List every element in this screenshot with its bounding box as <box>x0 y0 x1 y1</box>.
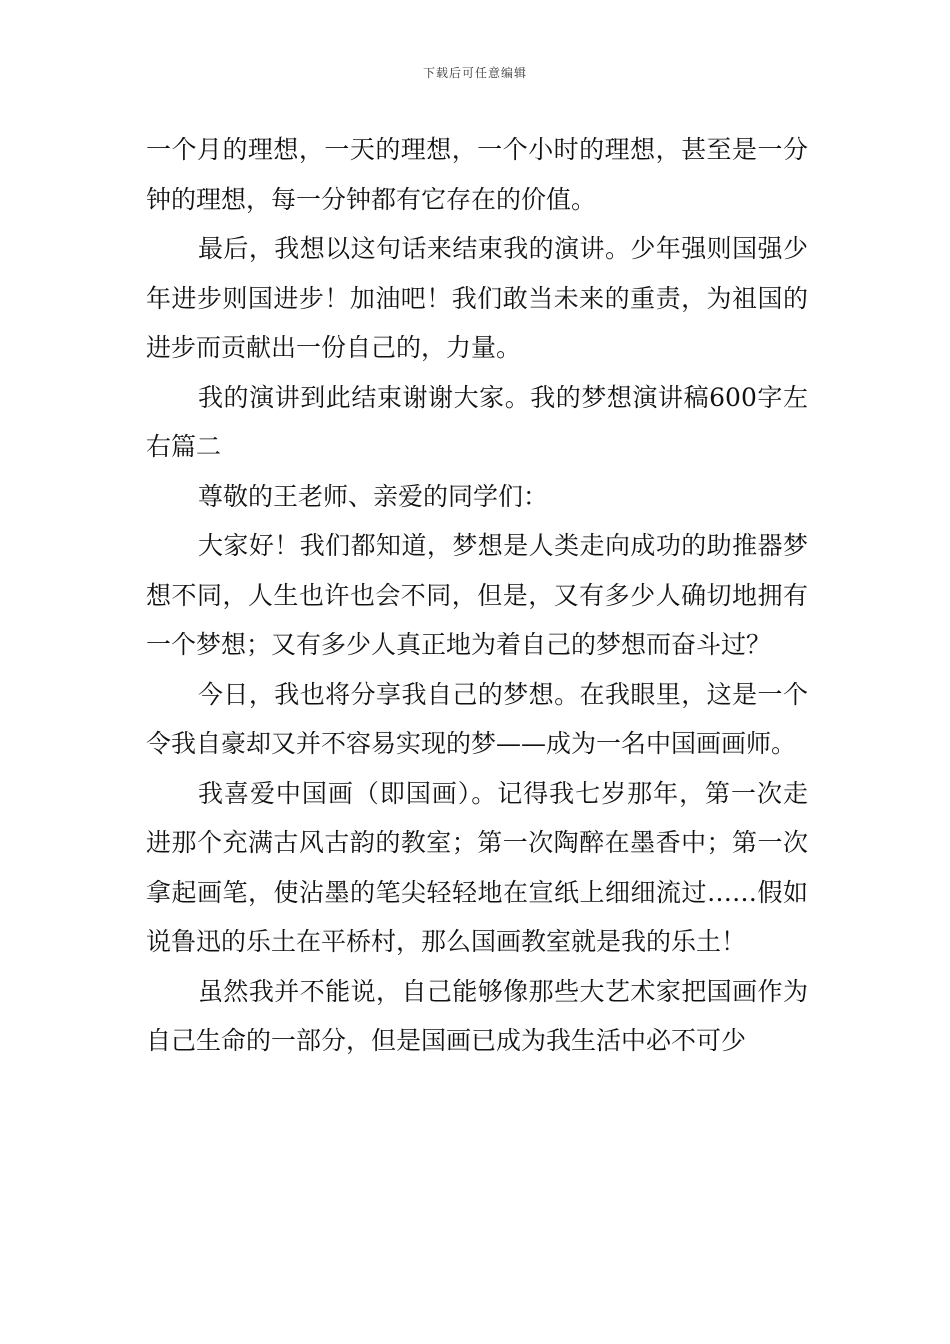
paragraph-3: 我的演讲到此结束谢谢大家。我的梦想演讲稿600字左右篇二 <box>146 382 808 461</box>
page-header: 下载后可任意编辑 <box>422 66 527 80</box>
paragraph-5: 大家好！我们都知道，梦想是人类走向成功的助推器梦想不同，人生也许也会不同，但是，又有多少人确切地拥有一个梦想；又有多少人真正地为着自己的梦想而奋斗过？ <box>146 531 808 659</box>
document-body <box>146 125 808 1066</box>
paragraph-8: 虽然我并不能说，自己能够像那些大艺术家把国画作为自己生命的一部分，但是国画已成为我生活中必不可少 <box>146 976 808 1055</box>
paragraph-7: 我喜爱中国画（即国画）。记得我七岁那年，第一次走进那个充满古风古韵的教室；第一次陶醉在墨香中；第一次拿起画笔，使沾墨的笔尖轻轻地在宣纸上细细流过……假如说鲁迅的乐土在平桥村，那么国画教室就是我的乐土！ <box>146 778 808 956</box>
paragraph-4: 尊敬的王老师、亲爱的同学们： <box>198 481 549 511</box>
paragraph-2: 最后，我想以这句话来结束我的演讲。少年强则国强少年进步则国进步！加油吧！我们敢当未来的重责，为祖国的进步而贡献出一份自己的，力量。 <box>146 234 808 362</box>
paragraph-1: 一个月的理想，一天的理想，一个小时的理想，甚至是一分钟的理想，每一分钟都有它存在的价值。 <box>146 135 808 214</box>
paragraph-6: 今日，我也将分享我自己的梦想。在我眼里，这是一个令我自豪却又并不容易实现的梦——成为一名中国画画师。 <box>146 679 808 758</box>
